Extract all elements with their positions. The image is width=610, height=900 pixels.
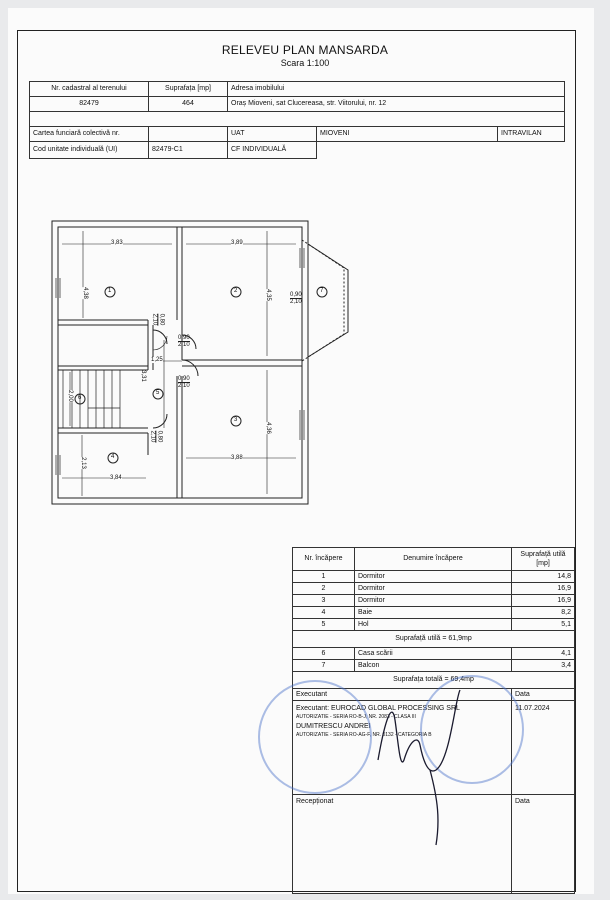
- stamp-left: [258, 680, 372, 794]
- door-height: 2,10: [178, 342, 190, 348]
- door-label-room1: [151, 314, 164, 326]
- address-value: Oraș Mioveni, sat Clucereasa, str. Viitorului, nr. 12: [228, 97, 565, 112]
- row-nr: 5: [293, 619, 355, 631]
- row-name: Dormitor: [355, 595, 512, 607]
- row-area: 16,9: [512, 583, 575, 595]
- uat-label: UAT: [228, 127, 317, 142]
- row-nr: 6: [293, 648, 355, 660]
- exec-person: DUMITRESCU ANDREI: [296, 723, 371, 730]
- row-area: 3,4: [512, 660, 575, 672]
- door-label-room3: [178, 376, 190, 389]
- useful-total: Suprafață utilă = 61,9mp: [293, 631, 575, 648]
- stamp-right: [420, 675, 524, 784]
- table-row: [293, 571, 575, 583]
- door-height: 2,10: [178, 383, 190, 389]
- address-label: Adresa imobilului: [228, 82, 565, 97]
- col-name-header: Denumire încăpere: [355, 548, 512, 571]
- date-label: Data: [512, 689, 575, 701]
- dim-room4-w: 3,84: [110, 475, 122, 481]
- col-nr-header: Nr. încăpere: [293, 548, 355, 571]
- row-area: 5,1: [512, 619, 575, 631]
- table-row: [293, 595, 575, 607]
- row-nr: 4: [293, 607, 355, 619]
- row-nr: 1: [293, 571, 355, 583]
- cf-label: Cartea funciară colectivă nr.: [30, 127, 149, 142]
- door-width: 0,90: [178, 335, 190, 341]
- dim-room1-w: 3,83: [111, 240, 123, 246]
- door-width: 0,80: [158, 313, 165, 326]
- cf-individual: CF INDIVIDUALĂ: [228, 142, 317, 159]
- ui-value: 82479-C1: [149, 142, 228, 159]
- col-area-header: Suprafață utilă [mp]: [512, 548, 575, 571]
- executant-label: Executant: [293, 689, 512, 701]
- row-nr: 3: [293, 595, 355, 607]
- row-name: Dormitor: [355, 583, 512, 595]
- date-label-2: Data: [512, 795, 575, 894]
- row-nr: 2: [293, 583, 355, 595]
- row-name: Dormitor: [355, 571, 512, 583]
- room-2-label: 2: [234, 288, 238, 294]
- door-label-room2: [178, 335, 190, 348]
- door-label-room4: [149, 431, 162, 443]
- area-label: Suprafața [mp]: [149, 82, 228, 97]
- door-label-balcony: [290, 292, 302, 305]
- door-height: 2,10: [149, 430, 156, 443]
- scale-label: Scara 1:100: [280, 58, 330, 68]
- dim-room3-h: 4,36: [264, 422, 271, 434]
- exec-auth1: AUTORIZATIE - SERIA RO-B-J, NR. 2083 - CLASA III: [296, 714, 416, 720]
- room-1-label: 1: [108, 288, 112, 294]
- intravilan-label: INTRAVILAN: [498, 127, 565, 142]
- dim-hall-v: 3,31: [139, 370, 146, 382]
- row-area: 4,1: [512, 648, 575, 660]
- exec-auth2: AUTORIZATIE - SERIA RO-AG-F, NR. 0132 - CATEGORIA B: [296, 732, 432, 738]
- row-name: Balcon: [355, 660, 512, 672]
- grand-total: Suprafața totală = 69,4mp: [293, 672, 575, 689]
- door-width: 0,80: [156, 430, 163, 443]
- room-4-label: 4: [111, 454, 115, 460]
- row-area: 16,9: [512, 595, 575, 607]
- dim-stair: 2,00: [66, 390, 73, 402]
- door-height: 2,10: [151, 313, 158, 326]
- exec-date: 11.07.2024: [512, 701, 575, 795]
- row-area: 14,8: [512, 571, 575, 583]
- room-6-label: 6: [78, 395, 82, 401]
- row-nr: 7: [293, 660, 355, 672]
- table-row: [293, 583, 575, 595]
- row-name: Baie: [355, 607, 512, 619]
- room-5-label: 5: [156, 390, 160, 396]
- dim-room3-w: 3,88: [231, 455, 243, 461]
- door-height: 2,10: [290, 299, 302, 305]
- dim-hall: 1,25: [151, 357, 163, 363]
- exec-company: Executant: EUROCAD GLOBAL PROCESSING SRL: [296, 705, 460, 712]
- receptionat-label: Recepționat: [293, 795, 512, 894]
- row-name: Casa scării: [355, 648, 512, 660]
- area-value: 464: [149, 97, 228, 112]
- table-row: [293, 648, 575, 660]
- table-row: [293, 607, 575, 619]
- room-7-label: 7: [320, 288, 324, 294]
- table-row: [293, 660, 575, 672]
- room-3-label: 3: [234, 417, 238, 423]
- dim-room2-w: 3,89: [231, 240, 243, 246]
- door-width: 0,90: [290, 292, 302, 298]
- row-area: 8,2: [512, 607, 575, 619]
- dim-room2-h: 4,35: [264, 289, 271, 301]
- cadastral-label: Nr. cadastral al terenului: [30, 82, 149, 97]
- door-width: 0,90: [178, 376, 190, 382]
- row-name: Hol: [355, 619, 512, 631]
- page-title: RELEVEU PLAN MANSARDA: [221, 43, 389, 57]
- dim-room4-h: 2,13: [79, 457, 86, 469]
- cadastral-value: 82479: [30, 97, 149, 112]
- uat-value: MIOVENI: [317, 127, 498, 142]
- table-row: [293, 619, 575, 631]
- dim-room1-h: 4,38: [81, 287, 88, 299]
- ui-label: Cod unitate individuală (UI): [30, 142, 149, 159]
